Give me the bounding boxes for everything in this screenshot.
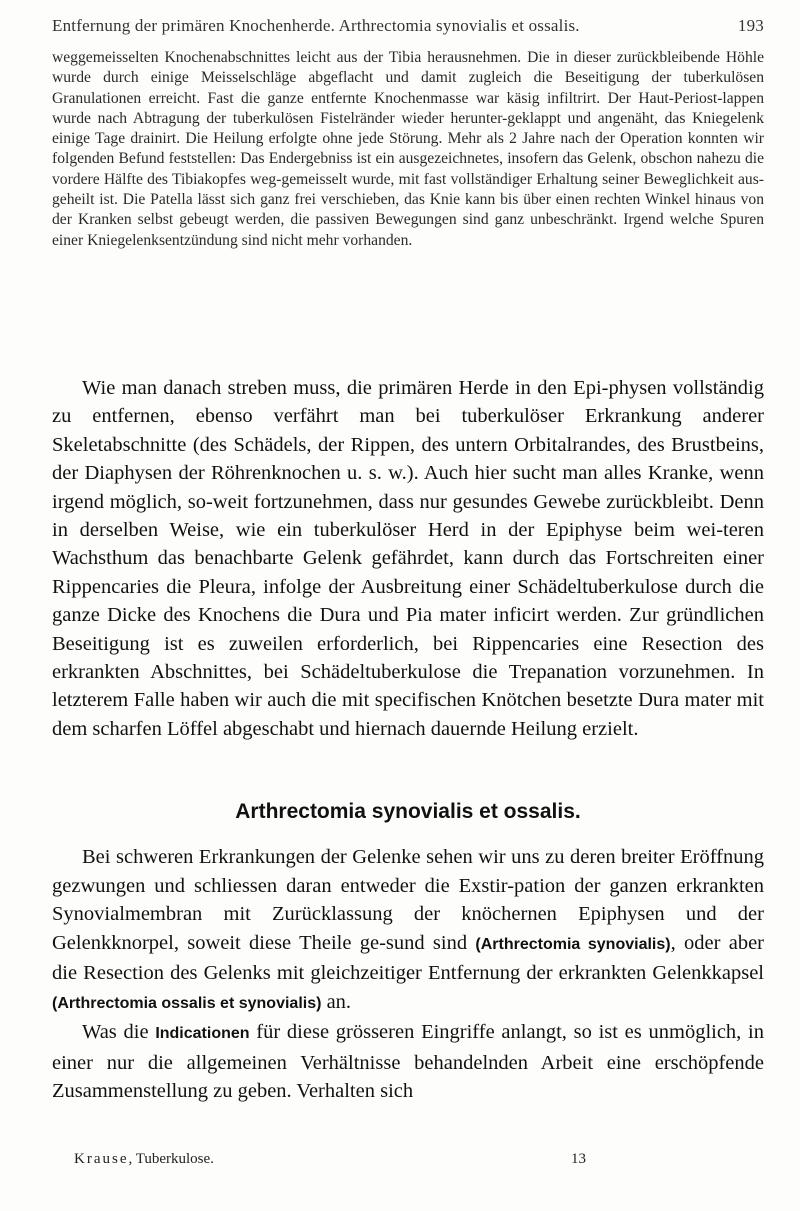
- footer-author: Krause: [74, 1151, 129, 1167]
- footer-signature: [52, 1151, 214, 1168]
- page-footer: [52, 1151, 764, 1168]
- section-p2-text-b: für diese grösseren Eingriffe anlangt, so ist es unmöglich, in einer nur die allgemeinen Verhältnisse behandelnden Arbeit eine erschöpfende Zusammenstellung zu geben. Verhalten sich: [52, 1021, 764, 1102]
- section-paragraph-2: [52, 1018, 764, 1106]
- term-arthrectomia-synovialis: (Arthrectomia synovialis): [475, 935, 671, 953]
- section-text-block: [52, 843, 764, 1106]
- section-heading: Arthrectomia synovialis et ossalis.: [235, 800, 581, 823]
- running-head: [52, 16, 764, 36]
- section-p1-text-a: Bei schweren Erkrankungen der Gelenke sehen wir uns zu deren breiter Eröffnung gezwungen und schliessen daran entweder die Exstir-pation der ganzen erkrankten Synovialmembran mit Zurücklassung der knöchernen Epiphysen und der Gelenkknorpel, soweit diese Theile ge-sund sind: [52, 846, 764, 954]
- section-p1-text-b: , oder aber die Resection des Gelenks mit gleichzeitiger Entfernung der erkrankten Gelenkkapsel: [52, 931, 764, 984]
- section-paragraph-1: [52, 843, 764, 1018]
- footer-sheet-number: 13: [571, 1151, 586, 1167]
- main-paragraph: Wie man danach streben muss, die primären Herde in den Epi-physen vollständig zu entfernen, ebenso verfährt man bei tuberkulöser Erkrankung anderer Skeletabschnitte (des Schädels, der Rippen, des untern Orbitalrandes, des Brustbeins, der Diaphysen der Röhrenknochen u. s. w.). Auch hier sucht man alles Kranke, wenn irgend möglich, so-weit fortzunehmen, dass nur gesundes Gewebe zurückbleibt. Denn in derselben Weise, wie ein tuberkulöser Herd in der Epiphyse beim wei-teren Wachsthum das benachbarte Gelenk gefährdet, kann durch das Fortschreiten einer Rippencaries die Pleura, infolge der Ausbreitung einer Schädeltuberkulose durch die ganze Dicke des Knochens die Dura und Pia mater inficirt werden. Zur gründlichen Beseitigung ist es zuweilen erforderlich, bei Rippencaries eine Resection des erkrankten Abschnittes, bei Schädeltuberkulose die Trepanation vorzunehmen. In letzterem Falle haben wir auch die mit specifischen Knötchen besetzte Dura mater mit dem scharfen Löffel abgeschabt und hiernach dauernde Heilung erzielt.: [52, 377, 764, 740]
- term-arthrectomia-ossalis: (Arthrectomia ossalis et synovialis): [52, 994, 322, 1012]
- small-print-text: weggemeisselten Knochenabschnittes leicht aus der Tibia herausnehmen. Die in dieser zurückbleibende Höhle wurde durch einige Meisselschläge abgeflacht und damit zugleich die Beseitigung der tuberkulösen Granulationen erreicht. Fast die ganze entfernte Knochenmasse war käsig infiltrirt. Der Haut-Periost-lappen wurde nach Abtragung der tuberkulösen Fistelränder wieder herunter-geklappt und angenäht, das Kniegelenk einige Tage drainirt. Die Heilung erfolgte ohne jede Störung. Mehr als 2 Jahre nach der Operation konnten wir folgenden Befund feststellen: Das Endergebniss ist ein ausgezeichnetes, insofern das Gelenk, obschon nahezu die vordere Hälfte des Tibiakopfes weg-gemeisselt wurde, mit fast vollständiger Erhaltung seiner Beweglichkeit aus-geheilt ist. Die Patella lässt sich ganz frei verschieben, das Knie kann bis über einen rechten Winkel hinaus von der Kranken selbst gebeugt werden, die passiven Bewegungen sind ganz unbeschränkt. Irgend welche Spuren einer Kniegelenksentzündung sind nicht mehr vorhanden.: [52, 49, 764, 249]
- section-p2-text-a: Was die: [82, 1021, 156, 1043]
- section-p1-text-c: an.: [321, 990, 352, 1013]
- case-report-paragraph: [52, 48, 764, 251]
- page-number: 193: [737, 16, 764, 35]
- footer-work: , Tuberkulose.: [128, 1151, 214, 1167]
- term-indicationen: Indicationen: [155, 1025, 250, 1042]
- running-head-title: Entfernung der primären Knochenherde. Arthrectomia synovialis et ossalis.: [52, 16, 580, 35]
- main-text-block: [52, 374, 764, 743]
